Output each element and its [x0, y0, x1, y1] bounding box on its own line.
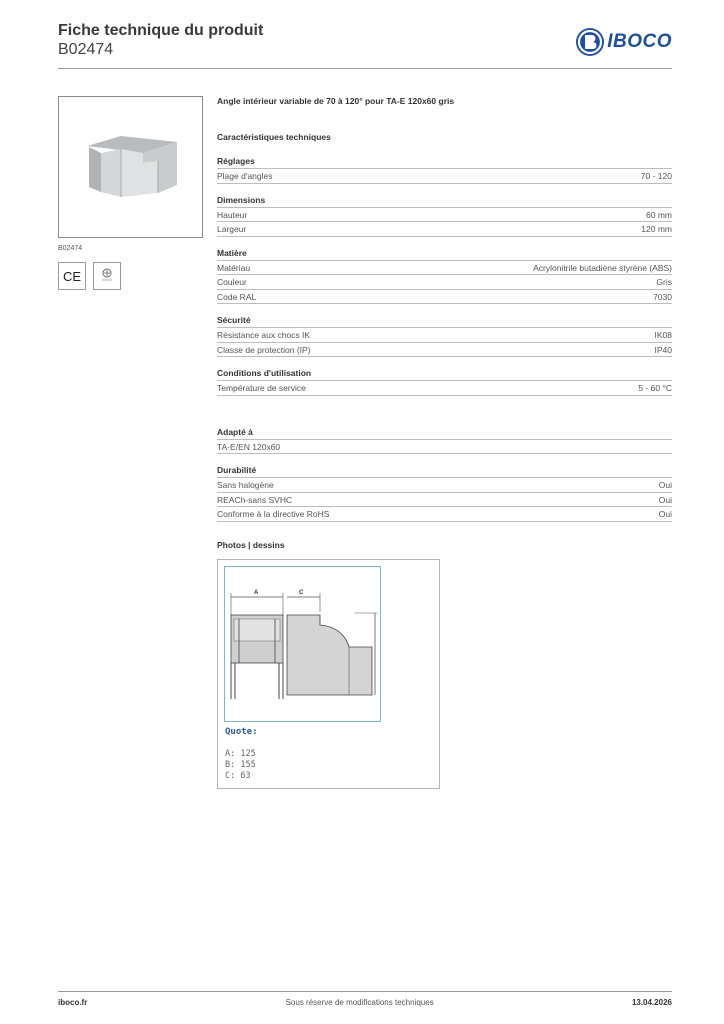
spec-label: Largeur — [217, 224, 247, 234]
spec-label: Classe de protection (IP) — [217, 344, 311, 355]
group-title-dimensions: Dimensions — [217, 195, 672, 208]
product-code: B02474 — [58, 41, 114, 58]
footer-divider — [58, 991, 672, 992]
spec-row — [217, 440, 672, 455]
certifications — [58, 262, 203, 290]
dim-label-a: A — [254, 590, 259, 596]
spec-row — [217, 328, 672, 343]
spec-label: Matériau — [217, 262, 251, 273]
footer-notice: Sous réserve de modifications techniques — [285, 998, 434, 1007]
group-title-securite: Sécurité — [217, 315, 672, 328]
certification-mark-icon — [93, 262, 121, 290]
logo-mark-icon — [576, 28, 604, 56]
specifications — [217, 96, 672, 550]
spec-value: Oui — [658, 494, 672, 505]
group-title-adapte: Adapté à — [217, 427, 672, 440]
section-title: Caractéristiques techniques — [217, 132, 331, 142]
spec-label: TA-E/EN 120x60 — [217, 441, 281, 452]
spec-value: Oui — [658, 509, 672, 519]
spec-label: REACh-sans SVHC — [217, 494, 293, 505]
spec-value: 60 mm — [646, 209, 672, 220]
spec-row — [217, 493, 672, 508]
product-description: Angle intérieur variable de 70 à 120° pour TA-E 120x60 gris — [217, 96, 455, 106]
left-column — [58, 96, 203, 290]
spec-label: Température de service — [217, 383, 306, 393]
group-title-conditions: Conditions d'utilisation — [217, 368, 672, 381]
spec-row — [217, 169, 672, 184]
spec-row — [217, 478, 672, 493]
product-photo-icon — [59, 97, 202, 237]
dim-label-c: C — [299, 590, 304, 596]
photos-title: Photos | dessins — [217, 539, 285, 550]
spec-value: Acrylonitrile butadiène styrène (ABS) — [533, 262, 672, 273]
spec-row — [217, 290, 672, 305]
spec-row — [217, 222, 672, 237]
spec-value: 5 - 60 °C — [638, 383, 672, 393]
spec-value: 70 - 120 — [640, 171, 672, 181]
spec-row — [217, 507, 672, 522]
page-footer — [58, 998, 672, 1007]
footer-date: 13.04.2026 — [631, 998, 672, 1007]
ce-mark-icon — [58, 262, 86, 290]
spec-value: 120 mm — [641, 224, 672, 234]
spec-row — [217, 261, 672, 276]
logo-text: IBOCO — [607, 31, 672, 52]
header-divider — [58, 68, 672, 69]
spec-value: Gris — [656, 277, 672, 287]
quote-title: Quote: — [225, 727, 258, 737]
image-caption: B02474 — [58, 245, 83, 252]
spec-label: Plage d'angles — [217, 171, 273, 181]
spec-label: Couleur — [217, 277, 247, 287]
spec-row — [217, 381, 672, 396]
spec-label: Résistance aux chocs IK — [217, 330, 311, 340]
spec-label: Code RAL — [217, 291, 257, 302]
group-title-durabilite: Durabilité — [217, 465, 672, 478]
drawing-image — [224, 566, 381, 722]
ce-label: CE — [62, 268, 82, 284]
spec-value: Oui — [658, 480, 672, 490]
spec-row — [217, 275, 672, 290]
spec-row — [217, 208, 672, 223]
spec-value: 7030 — [653, 291, 672, 302]
spec-label: Hauteur — [217, 209, 248, 220]
technical-drawing — [217, 559, 440, 789]
spec-row — [217, 343, 672, 358]
quote-line-a: A: 125 — [225, 749, 256, 759]
spec-value: IK08 — [654, 330, 672, 340]
quote-line-c: C: 63 — [225, 771, 251, 781]
brand-logo — [576, 28, 672, 56]
quote-line-b: B: 155 — [225, 760, 256, 770]
page-header — [58, 22, 672, 68]
spec-value: IP40 — [654, 344, 672, 355]
spec-label: Sans halogène — [217, 480, 274, 490]
group-title-matiere: Matière — [217, 248, 672, 261]
product-image — [58, 96, 203, 238]
spec-label: Conforme à la directive RoHS — [217, 509, 330, 519]
page-title: Fiche technique du produit — [58, 22, 264, 39]
footer-site: iboco.fr — [58, 998, 88, 1007]
group-title-reglages: Réglages — [217, 156, 672, 169]
